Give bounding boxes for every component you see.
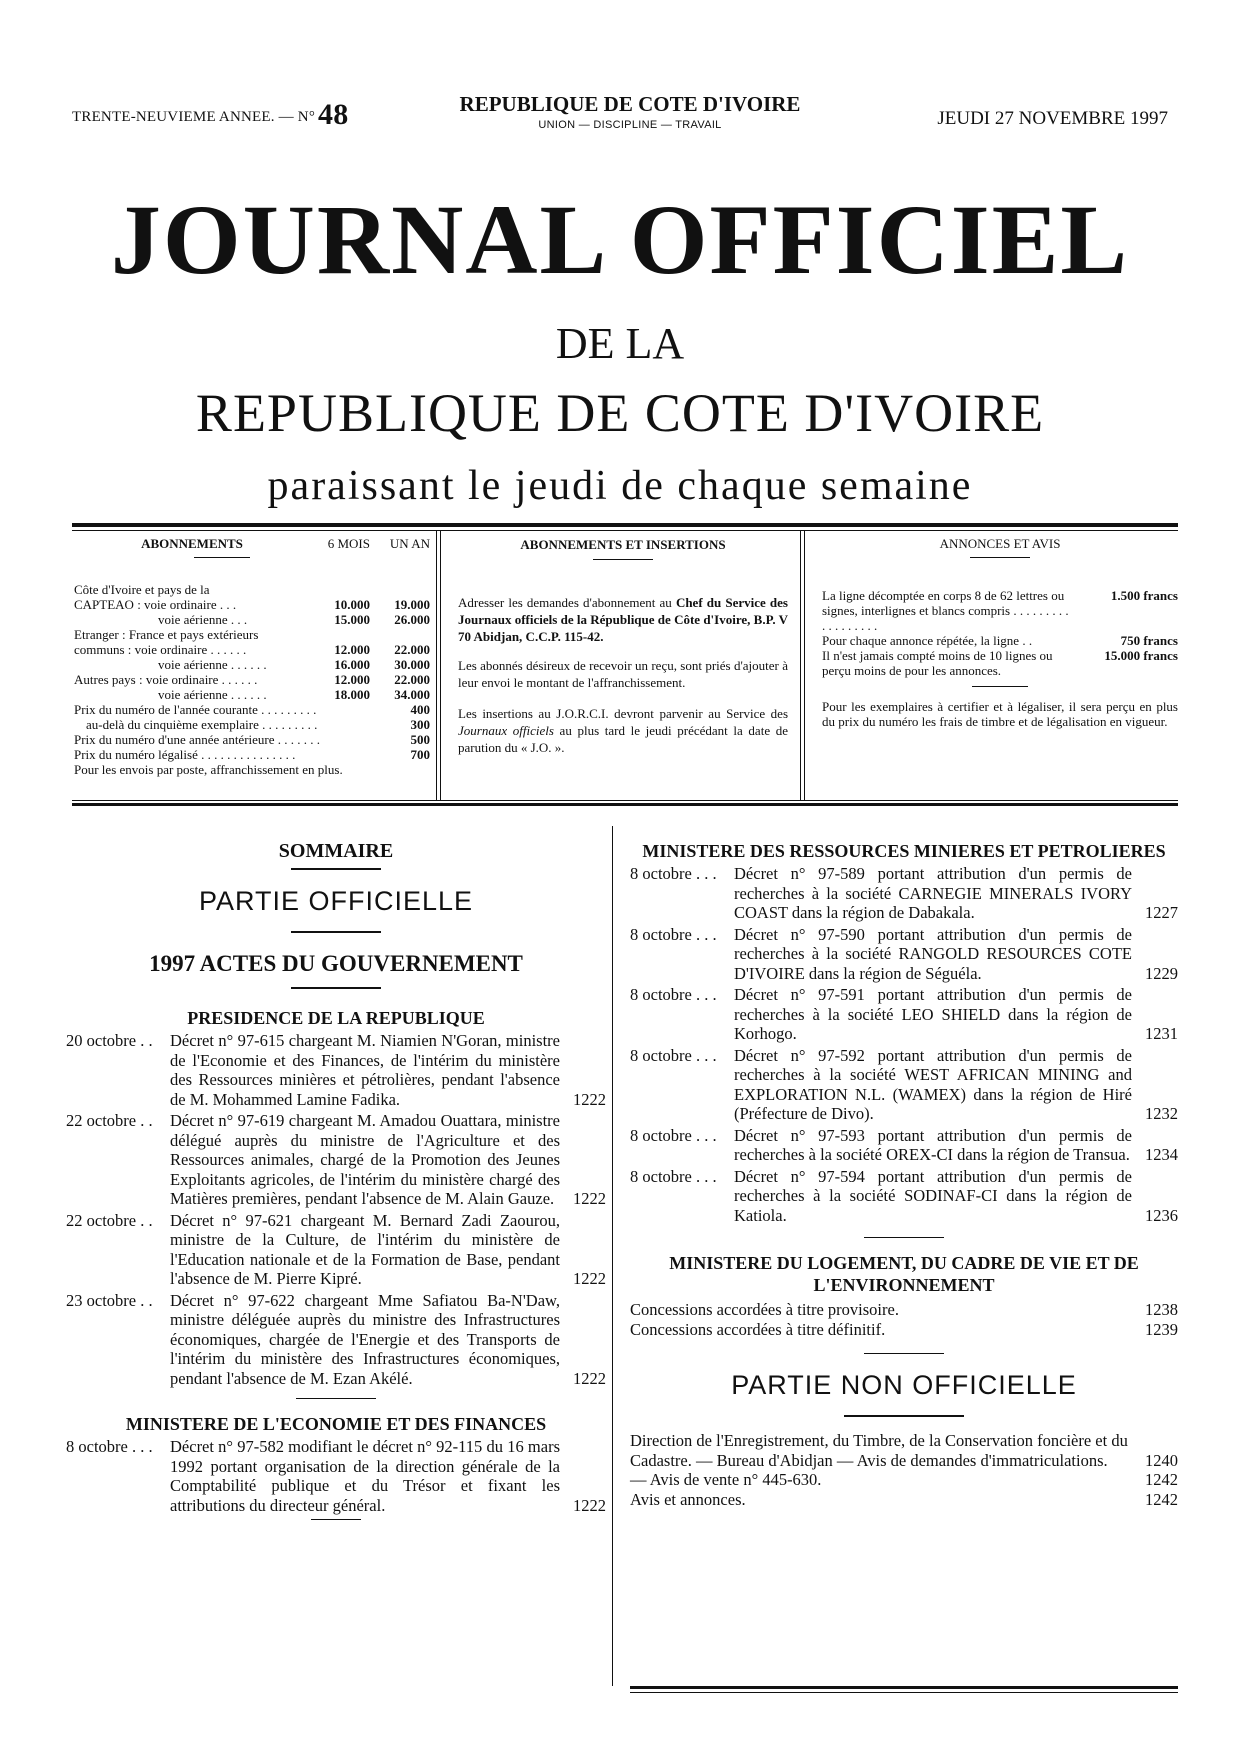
subscription-1y-value: 34.000: [394, 687, 430, 702]
subscription-label: CAPTEAO : voie ordinaire . . .: [74, 597, 237, 612]
announcement-value: 750 francs: [1120, 633, 1178, 648]
mines-title: MINISTERE DES RESSOURCES MINIERES ET PETROLIERES: [642, 841, 1166, 861]
entry-page: 1229: [1145, 963, 1178, 983]
issue-number: 48: [318, 98, 349, 131]
insertions-address: [458, 594, 788, 645]
price-row: [74, 747, 430, 762]
logement-end-rule: [864, 1353, 944, 1354]
subscriptions-heading: ABONNEMENTS: [141, 536, 243, 551]
summary-entry: [630, 1300, 1178, 1320]
subscription-6m-value: 15.000: [334, 612, 370, 627]
entry-text: Décret n° 97-594 portant attribution d'un permis de recherches à la société SODINAF-CI dans la région de Katiola.: [734, 1166, 1132, 1225]
box-divider-1a: [436, 531, 437, 800]
subscription-rates: [74, 582, 430, 702]
part-official-title: PARTIE OFFICIELLE: [198, 886, 474, 916]
summary-entry: [630, 1490, 1178, 1510]
announcements-column: [822, 536, 1178, 729]
summary-entry: [66, 1437, 606, 1515]
price-label: Prix du numéro légalisé . . . . . . . . . . . . . . .: [74, 747, 296, 762]
subscription-6m-value: [310, 582, 370, 597]
subscription-row: [74, 672, 430, 687]
col-one-year: UN AN: [389, 536, 430, 551]
entry-text: Décret n° 97-591 portant attribution d'un permis de recherches à la société LEO SHIELD dans la région de Korhogo.: [734, 985, 1132, 1043]
announcement-row: [822, 588, 1178, 633]
announcement-value: 15.000 francs: [1104, 648, 1178, 663]
journal-title: JOURNAL OFFICIEL: [110, 184, 1130, 295]
entry-page: 1222: [573, 1368, 606, 1388]
subscriptions-column: [74, 536, 430, 777]
entry-text: — Avis de vente n° 445-630.: [630, 1470, 822, 1489]
entry-page: 1222: [573, 1495, 606, 1515]
price-value: 300: [410, 717, 430, 732]
box-top-rule-thin: [72, 530, 1178, 531]
economie-title: MINISTERE DE L'ECONOMIE ET DES FINANCES: [125, 1414, 547, 1434]
subscription-label: voie aérienne . . . . . .: [158, 687, 267, 702]
summary-entry: [630, 1167, 1178, 1226]
bottom-rule-thin: [630, 1692, 1178, 1693]
entry-date: 22 octobre . .: [66, 1111, 153, 1130]
mines-end-rule: [864, 1237, 944, 1238]
header-motto: UNION — DISCIPLINE — TRAVAIL: [538, 119, 722, 131]
entry-text: Décret n° 97-593 portant attribution d'un permis de recherches à la société OREX-CI dans la région de Transua.: [734, 1125, 1132, 1164]
entry-text: Direction de l'Enregistrement, du Timbre, de la Conservation foncière et du Cadastre. — Bureau d'Abidjan — Avis de demandes d'immatriculations.: [630, 1431, 1128, 1470]
subscription-6m-value: 12.000: [334, 642, 370, 657]
subscription-label: communs : voie ordinaire . . . . . .: [74, 642, 247, 657]
announcement-row: [822, 633, 1178, 648]
subscription-1y-value: 22.000: [394, 642, 430, 657]
summary-entry: [630, 1046, 1178, 1124]
insertions-column: [458, 536, 788, 756]
insertions-receipt-note: Les abonnés désireux de recevoir un reçu, sont priés d'ajouter à leur envoi le montant de l'affranchissement.: [458, 658, 788, 690]
entry-date: 8 octobre . . .: [630, 864, 717, 883]
subscription-6m-value: 12.000: [334, 672, 370, 687]
announcement-label: Pour chaque annonce répétée, la ligne . .: [822, 633, 1033, 648]
entry-date: 23 octobre . .: [66, 1290, 153, 1310]
subscription-row: [74, 612, 430, 627]
header-republic: REPUBLIQUE DE COTE D'IVOIRE: [459, 92, 801, 116]
box-bottom-rule-thin: [72, 800, 1178, 801]
summary-entry: [66, 1211, 606, 1289]
box-divider-2b: [804, 531, 805, 800]
non-official-entries: [630, 1431, 1178, 1509]
entry-page: 1238: [1145, 1300, 1178, 1319]
issue-date: JEUDI 27 NOVEMBRE 1997: [937, 108, 1168, 129]
logement-title: MINISTERE DU LOGEMENT, DU CADRE DE VIE ET DE L'ENVIRONNEMENT: [669, 1253, 1139, 1295]
subscription-6m-value: 10.000: [334, 597, 370, 612]
entry-text: Décret n° 97-592 portant attribution d'un permis de recherches à la société WEST AFRICAN MINING and EXPLORATION N.L. (WAMEX) dans la région de Hiré (Préfecture de Divo).: [734, 1045, 1132, 1123]
summary-entry: [630, 985, 1178, 1044]
col-6-months: 6 MOIS: [327, 536, 370, 551]
subs-heading-rule: [194, 557, 250, 558]
entry-page: 1231: [1145, 1024, 1178, 1043]
postal-note: Pour les envois par poste, affranchissement en plus.: [74, 762, 343, 777]
entry-text: Décret n° 97-622 chargeant Mme Safiatou Ba-N'Daw, ministre déléguée auprès du ministre des Infrastructures économiques, chargée de l'Energie et des Transports de l'intérim du ministère des Infrastructures économiques, pendant l'absence de M. Ezan Akélé.: [170, 1290, 560, 1388]
entry-date: 8 octobre . . .: [630, 1125, 717, 1145]
economie-entries: [66, 1437, 606, 1515]
edition-line: [72, 98, 348, 132]
announcement-label: La ligne décomptée en corps 8 de 62 lettres ou signes, interlignes et blancs compris . . . . . . . . . . . . . . . . . .: [822, 588, 1069, 633]
entry-page: 1227: [1145, 903, 1178, 922]
journal-republic: REPUBLIQUE DE COTE D'IVOIRE: [195, 383, 1045, 443]
summary-entry: [630, 1431, 1178, 1470]
subscription-label: voie aérienne . . .: [158, 612, 248, 627]
subscription-row: [74, 627, 430, 642]
entry-page: 1222: [573, 1269, 606, 1288]
entry-page: 1236: [1145, 1205, 1178, 1225]
summary-entry: [630, 864, 1178, 923]
entry-text: Décret n° 97-619 chargeant M. Amadou Ouattara, ministre délégué auprès du ministre de l'Agriculture et des Ressources animales, chargé de la Promotion des Jeunes Exploitants agricoles, de l'intérim du ministère chargé des Matières premières, pendant l'absence de M. Alain Gauze.: [170, 1111, 560, 1208]
entry-text: Avis et annonces.: [630, 1489, 746, 1509]
summary-left-column: [66, 840, 606, 1520]
summary-entry: [630, 925, 1178, 984]
entry-page: 1239: [1145, 1319, 1178, 1339]
insertions-address-intro: Adresser les demandes d'abonnement au: [458, 595, 676, 610]
header-center: [420, 92, 840, 131]
box-bottom-rule: [72, 803, 1178, 806]
journal-subtitle: paraissant le jeudi de chaque semaine: [267, 463, 973, 509]
announcements-note: Pour les exemplaires à certifier et à légaliser, il sera perçu en plus du prix du numéro les frais de timbre et de légalisation en vigueur.: [822, 699, 1178, 729]
entry-date: 8 octobre . . .: [630, 1045, 717, 1065]
entry-page: 1240: [1145, 1450, 1178, 1470]
entry-page: 1242: [1145, 1470, 1178, 1489]
entry-text: Décret n° 97-621 chargeant M. Bernard Zadi Zaourou, ministre de la Culture, de l'intérim du ministère de l'Education nationale et de la Formation de Base, pendant l'absence de M. Pierre Kipré.: [170, 1210, 560, 1288]
summary-entry: [630, 1126, 1178, 1165]
journal-de-la: DE LA: [555, 319, 685, 368]
price-row: [74, 732, 430, 747]
price-row: [74, 702, 430, 717]
entry-text: Décret n° 97-590 portant attribution d'un permis de recherches à la société RANGOLD RESOURCES COTE D'IVOIRE dans la région de Séguéla.: [734, 924, 1132, 983]
edition-label: TRENTE-NEUVIEME ANNEE. — N°: [72, 109, 316, 125]
entry-text: Décret n° 97-582 modifiant le décret n° 92-115 du 16 mars 1992 portant organisation de la direction générale de la Comptabilité publique et du Trésor et fixant les attributions du directeur général.: [170, 1437, 560, 1515]
entry-date: 8 octobre . . .: [630, 1166, 717, 1186]
summary-column-divider: [612, 826, 613, 1686]
price-value: 500: [410, 732, 430, 747]
subscription-6m-value: 18.000: [334, 687, 370, 702]
price-label: Prix du numéro d'une année antérieure . . . . . . .: [74, 732, 321, 747]
summary-title-rule: [291, 868, 381, 870]
entry-page: 1232: [1145, 1104, 1178, 1123]
part-non-official-rule: [844, 1415, 964, 1417]
summary-entry: [66, 1031, 606, 1109]
entry-page: 1242: [1145, 1489, 1178, 1509]
announcement-rates: [822, 588, 1178, 678]
price-value: 700: [410, 747, 430, 762]
entry-text: Concessions accordées à titre provisoire.: [630, 1300, 899, 1319]
logement-entries: [630, 1300, 1178, 1339]
insertions-deadline-c: au plus tard le jeudi précédant la date de parution du « J.O. ».: [458, 723, 788, 755]
entry-date: 8 octobre . . .: [630, 985, 717, 1004]
actes-title: 1997 ACTES DU GOUVERNEMENT: [149, 951, 523, 976]
insertions-address-service: Chef du Service des Journaux officiels de la République de Côte d'Ivoire, B.P. V 70 Abidjan, C.C.P. 115-42.: [458, 595, 788, 644]
subscription-1y-value: [370, 627, 430, 642]
price-value: 400: [410, 702, 430, 717]
insertions-heading-rule: [593, 559, 653, 560]
announcement-row: [822, 648, 1178, 678]
announcement-label: Il n'est jamais compté moins de 10 lignes ou perçu moins de pour les annonces.: [822, 648, 1053, 678]
bottom-rule: [630, 1686, 1178, 1689]
subscription-row: [74, 657, 430, 672]
subscription-6m-value: 16.000: [334, 657, 370, 672]
part-official-rule: [291, 931, 381, 933]
subscription-label: Etranger : France et pays extérieurs: [74, 627, 259, 642]
presidence-title: PRESIDENCE DE LA REPUBLIQUE: [187, 1008, 485, 1028]
announcement-value: 1.500 francs: [1110, 588, 1178, 603]
price-row: [74, 717, 430, 732]
summary-right-column: [630, 840, 1178, 1509]
entry-date: 20 octobre . .: [66, 1031, 153, 1050]
presidence-entries: [66, 1031, 606, 1388]
insertions-deadline-journals: Journaux officiels: [458, 723, 554, 738]
announcements-heading-rule: [970, 557, 1030, 558]
entry-text: Concessions accordées à titre définitif.: [630, 1319, 886, 1339]
price-label: Prix du numéro de l'année courante . . . . . . . . .: [74, 702, 317, 717]
summary-entry: [630, 1320, 1178, 1340]
entry-page: 1222: [573, 1089, 606, 1109]
subscription-row: [74, 642, 430, 657]
issue-prices: [74, 702, 430, 762]
price-label: au-delà du cinquième exemplaire . . . . . . . . .: [86, 717, 318, 732]
box-divider-2a: [800, 531, 801, 800]
summary-entry: [630, 1470, 1178, 1490]
box-divider-1b: [440, 531, 441, 800]
subscription-row: [74, 582, 430, 597]
entry-page: 1222: [573, 1189, 606, 1208]
entry-page: 1234: [1145, 1145, 1178, 1164]
subscription-1y-value: 30.000: [394, 657, 430, 672]
actes-rule: [291, 987, 381, 989]
left-end-rule: [311, 1519, 361, 1520]
entry-text: Décret n° 97-589 portant attribution d'un permis de recherches à la société CARNEGIE MINERALS IVORY COAST dans la région de Dabakala.: [734, 864, 1132, 922]
subscription-1y-value: 22.000: [394, 672, 430, 687]
subscription-row: [74, 687, 430, 702]
insertions-deadline-a: Les insertions au J.O.R.C.I. devront parvenir au Service des: [458, 706, 788, 721]
insertions-heading: ABONNEMENTS ET INSERTIONS: [520, 537, 726, 552]
subscription-1y-value: 26.000: [394, 612, 430, 627]
subscription-label: Autres pays : voie ordinaire . . . . . .: [74, 672, 258, 687]
presidence-end-rule: [296, 1398, 376, 1399]
entry-date: 8 octobre . . .: [630, 924, 717, 944]
announcements-heading: ANNONCES ET AVIS: [939, 536, 1061, 551]
subscription-1y-value: [370, 582, 430, 597]
subscription-label: voie aérienne . . . . . .: [158, 657, 267, 672]
subscription-1y-value: 19.000: [394, 597, 430, 612]
box-top-rule: [72, 523, 1178, 527]
summary-entry: [66, 1111, 606, 1209]
summary-entry: [66, 1291, 606, 1389]
part-non-official-title: PARTIE NON OFFICIELLE: [731, 1370, 1077, 1400]
subscription-label: Côte d'Ivoire et pays de la: [74, 582, 210, 597]
subscription-6m-value: [310, 627, 370, 642]
insertions-deadline: [458, 705, 788, 756]
entry-date: 8 octobre . . .: [66, 1437, 153, 1456]
summary-title: SOMMAIRE: [278, 840, 394, 862]
entry-date: 22 octobre . .: [66, 1210, 153, 1230]
announcements-mid-rule: [972, 686, 1028, 687]
entry-text: Décret n° 97-615 chargeant M. Niamien N'Goran, ministre de l'Economie et des Finances, de l'intérim du ministère des Ressources minières et pétrolières, pendant l'absence de M. Mohammed Lamine Fadika.: [170, 1031, 560, 1109]
subscription-row: [74, 597, 430, 612]
mines-entries: [630, 864, 1178, 1225]
